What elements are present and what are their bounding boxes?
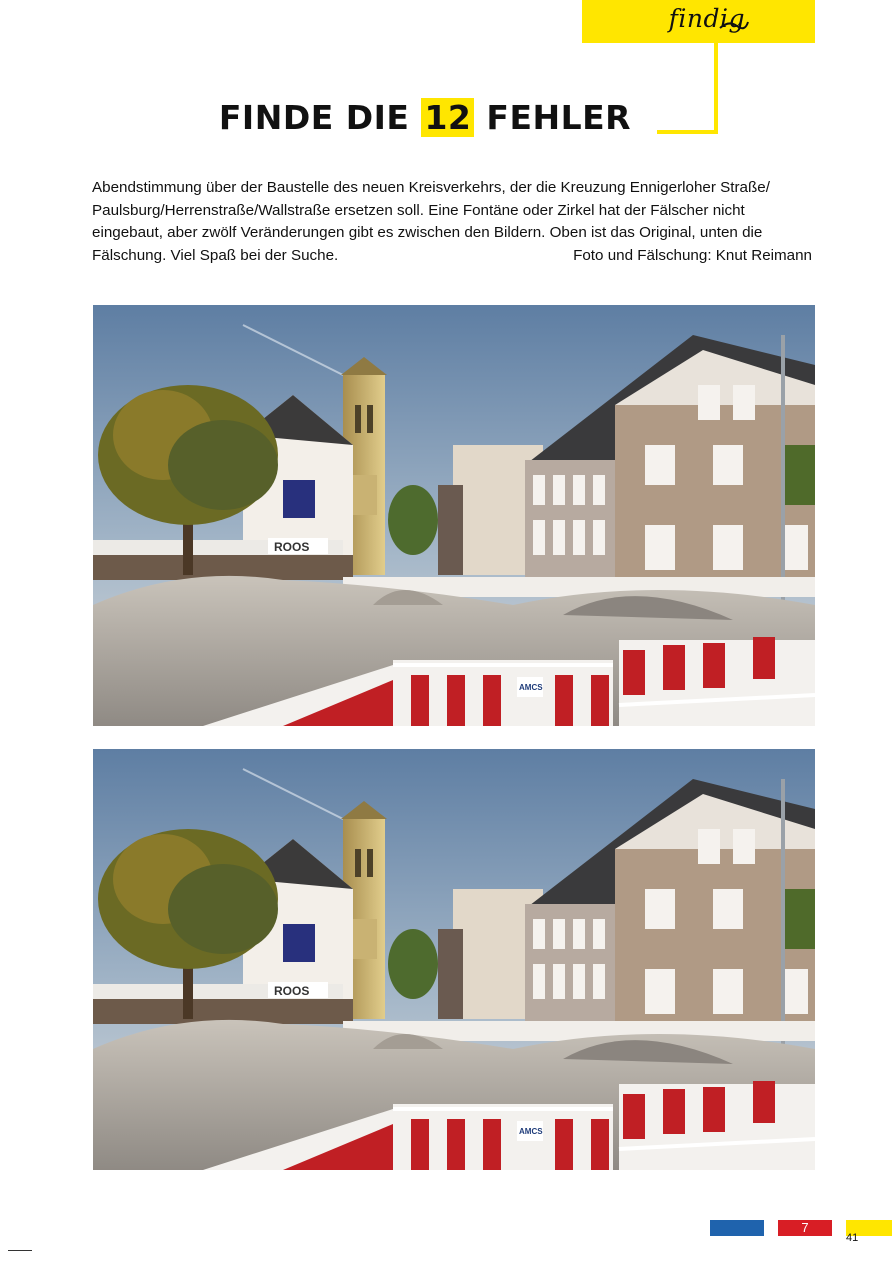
intro-text bbox=[92, 177, 812, 267]
photo-original bbox=[93, 305, 815, 726]
intro-line-3: eingebaut, aber zwölf Veränderungen gibt es zwischen den Bildern. Oben ist das Original, unten die bbox=[92, 224, 763, 242]
brand-box bbox=[582, 0, 815, 43]
title-before: FINDE DIE bbox=[218, 98, 422, 137]
photo-forgery bbox=[93, 749, 815, 1170]
photo-original-image bbox=[93, 305, 815, 726]
intro-line-4-text: Fälschung. Viel Spaß bei der Suche. bbox=[92, 246, 339, 264]
title-number: 12 bbox=[421, 98, 474, 137]
photo-credit: Foto und Fälschung: Knut Reimann bbox=[573, 246, 812, 264]
corner-mark bbox=[8, 1250, 32, 1251]
intro-line-1: Abendstimmung über der Baustelle des neuen Kreisverkehrs, der die Kreuzung Ennigerloher Straße/ bbox=[92, 179, 770, 196]
brand-logo: findig bbox=[668, 4, 745, 33]
page-title bbox=[0, 96, 850, 140]
brand-swash-icon bbox=[719, 18, 749, 32]
footer-page-number: 7 bbox=[778, 1220, 832, 1236]
footer-bar-blue bbox=[710, 1220, 764, 1236]
intro-line-2: Paulsburg/Herrenstraße/Wallstraße ersetzen soll. Eine Fontäne oder Zirkel hat der Fälscher nicht bbox=[92, 201, 745, 219]
photo-forgery-image bbox=[93, 749, 815, 1170]
intro-line-4 bbox=[92, 245, 812, 268]
title-after: FEHLER bbox=[474, 98, 632, 137]
page-folio: 41 bbox=[846, 1232, 859, 1244]
